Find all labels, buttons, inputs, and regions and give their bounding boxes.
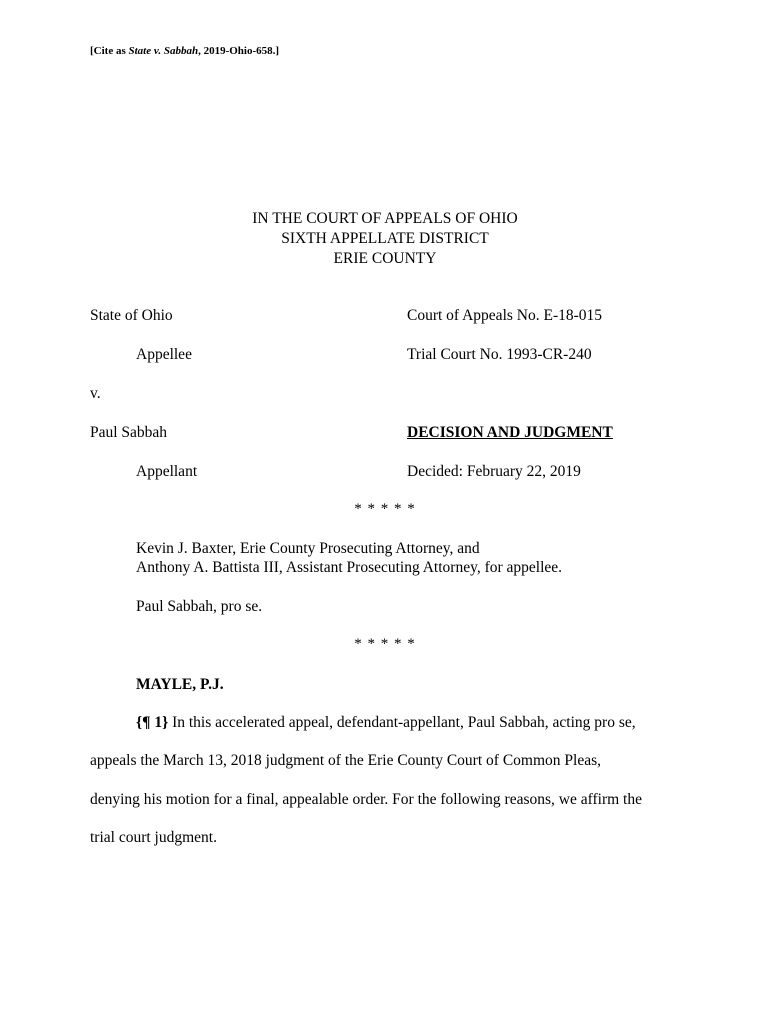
opinion-line-1-text: In this accelerated appeal, defendant-appellant, Paul Sabbah, acting pro se, bbox=[168, 714, 636, 731]
separator-top: * * * * * bbox=[354, 501, 416, 517]
appeals-case-number: Court of Appeals No. E-18-015 bbox=[407, 307, 603, 324]
party1-name: State of Ohio bbox=[90, 307, 173, 324]
counsel-line-1: Kevin J. Baxter, Erie County Prosecuting Attorney, and bbox=[136, 540, 480, 557]
district-line: SIXTH APPELLATE DISTRICT bbox=[281, 230, 489, 247]
decided-date: Decided: February 22, 2019 bbox=[407, 463, 581, 480]
party1-role: Appellee bbox=[136, 346, 192, 363]
party2-role: Appellant bbox=[136, 463, 198, 480]
citation-prefix: [Cite as bbox=[90, 45, 129, 57]
party2-name: Paul Sabbah bbox=[90, 424, 168, 441]
court-name-line: IN THE COURT OF APPEALS OF OHIO bbox=[252, 210, 518, 227]
opinion-line-2: appeals the March 13, 2018 judgment of the Erie County Court of Common Pleas, bbox=[90, 752, 601, 769]
opinion-line-4: trial court judgment. bbox=[90, 829, 217, 846]
opinion-line-1 bbox=[136, 714, 636, 732]
county-line: ERIE COUNTY bbox=[333, 250, 437, 267]
trial-case-number: Trial Court No. 1993-CR-240 bbox=[407, 346, 592, 363]
citation-header bbox=[90, 45, 279, 57]
counsel-line-3: Paul Sabbah, pro se. bbox=[136, 598, 263, 615]
separator-bottom: * * * * * bbox=[354, 636, 416, 652]
versus-label: v. bbox=[90, 385, 101, 402]
opinion-line-3: denying his motion for a final, appealable order. For the following reasons, we affirm the bbox=[90, 791, 642, 808]
citation-case-name: State v. Sabbah bbox=[128, 45, 199, 57]
paragraph-marker: {¶ 1} bbox=[136, 714, 169, 731]
citation-suffix: , 2019-Ohio-658.] bbox=[198, 45, 280, 57]
decision-title: DECISION AND JUDGMENT bbox=[407, 424, 613, 441]
counsel-line-2: Anthony A. Battista III, Assistant Prosecuting Attorney, for appellee. bbox=[136, 559, 563, 576]
judge-name: MAYLE, P.J. bbox=[136, 676, 224, 693]
